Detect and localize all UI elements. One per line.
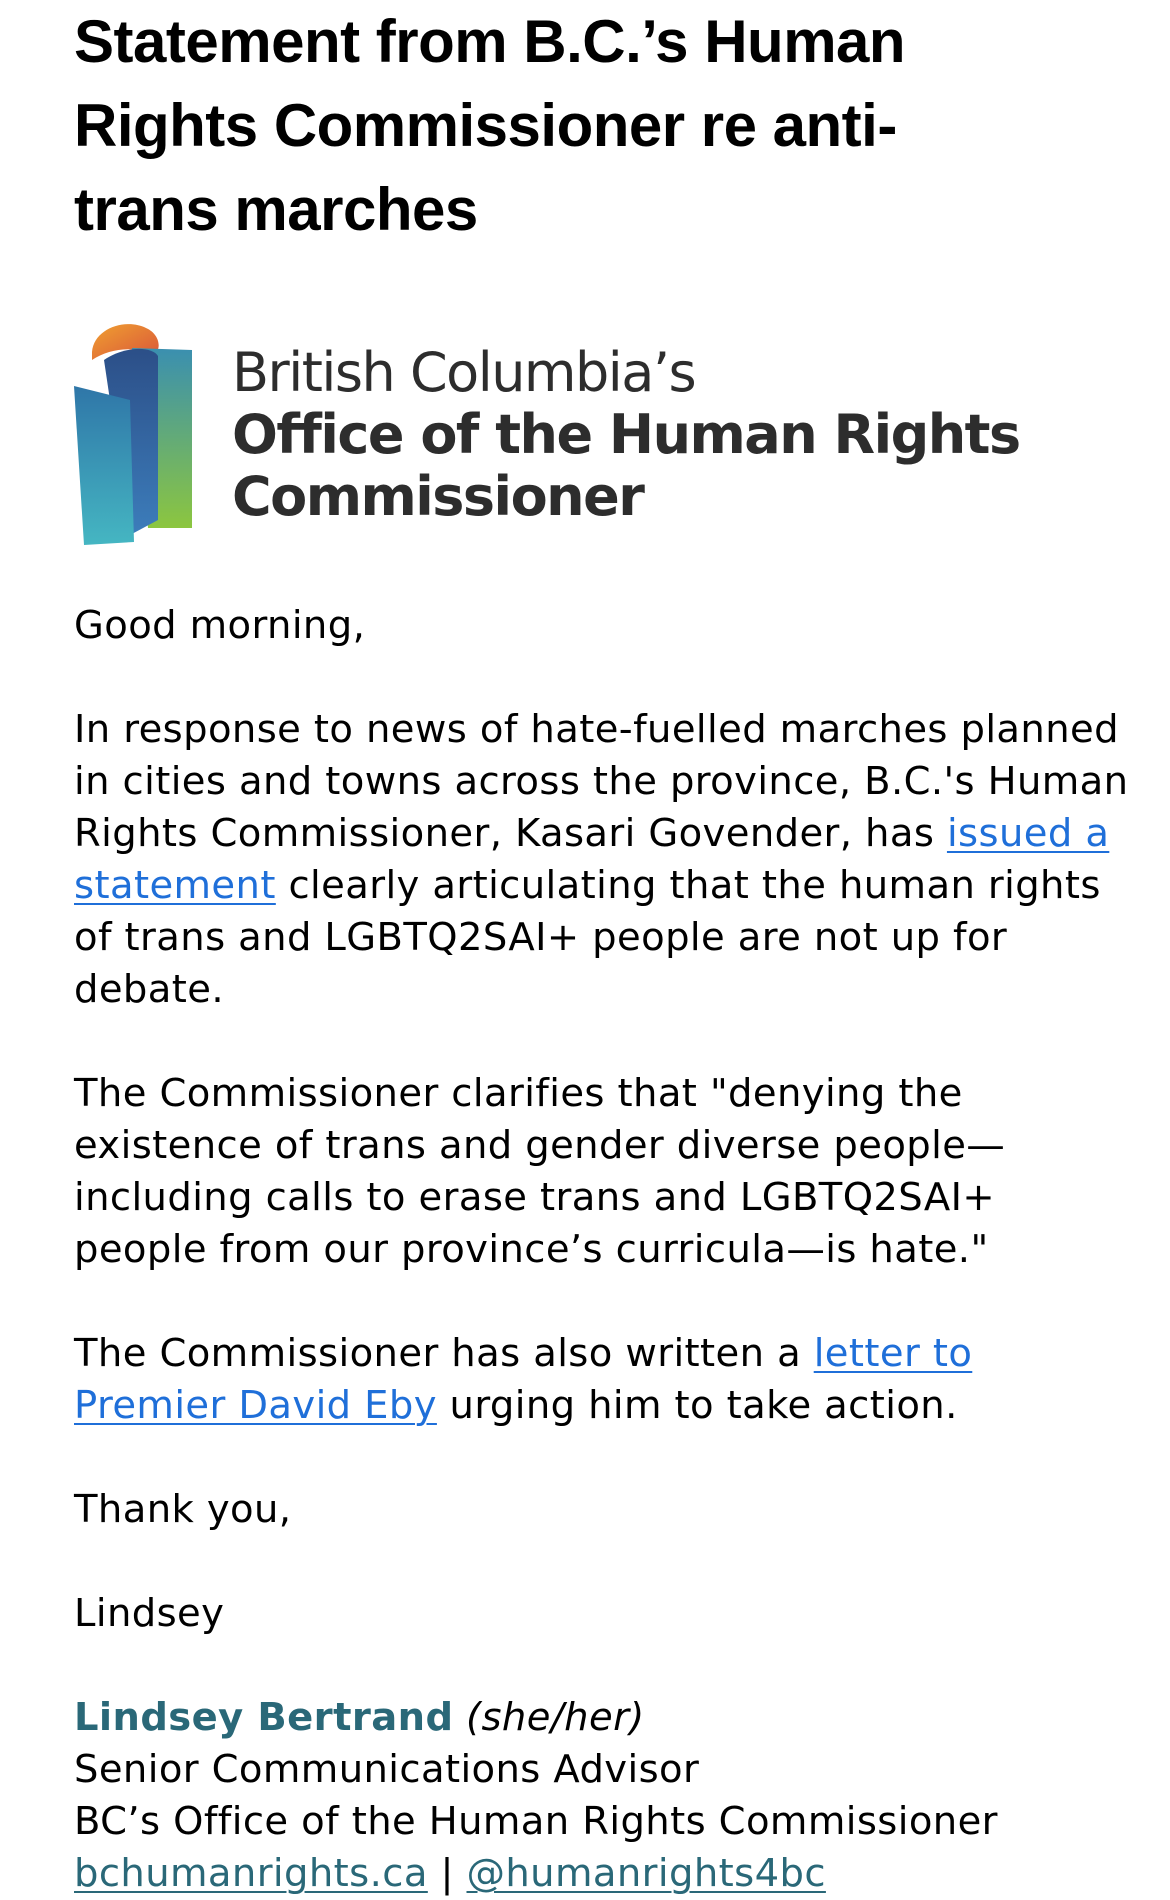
email-message	[74, 600, 1134, 1900]
signature-pronouns: (she/her)	[466, 1695, 645, 1740]
letter-to-premier-link[interactable]: letter to Premier David Eby	[74, 1331, 973, 1428]
paragraph-letter	[74, 1328, 1134, 1432]
sender-first-name: Lindsey	[74, 1591, 225, 1636]
closing: Thank you,	[74, 1487, 292, 1532]
paragraph-statement-text-before: In response to news of hate-fuelled marches planned in cities and towns across the province, B.C.'s Human Rights Commissioner, Kasari Govender, has	[74, 707, 1129, 856]
paragraph-statement	[74, 704, 1134, 1016]
logo-line-commissioner: Commissioner	[232, 465, 644, 528]
signature-org: BC’s Office of the Human Rights Commissioner	[74, 1799, 998, 1844]
issued-a-statement-link[interactable]: issued a statement	[74, 811, 1110, 908]
paragraph-letter-text-before: The Commissioner has also written a	[74, 1331, 814, 1376]
organization-logo	[74, 320, 1074, 550]
paragraph-letter-text-after: urging him to take action.	[436, 1383, 958, 1428]
paragraph-quote: The Commissioner clarifies that "denying the existence of trans and gender diverse people—including calls to erase trans and LGBTQ2SAI+ people from our province’s curricula—is hate."	[74, 1071, 1006, 1272]
logo-wordmark	[232, 342, 1020, 528]
social-handle-link[interactable]: @humanrights4bc	[466, 1851, 826, 1896]
email-body	[74, 0, 1134, 1896]
website-link[interactable]: bchumanrights.ca	[74, 1851, 428, 1896]
logo-line-office: Office of the Human Rights	[232, 403, 1020, 466]
signature-name-line	[74, 1692, 1134, 1744]
bc-human-rights-logo-icon	[74, 320, 194, 545]
paragraph-statement-text-after: clearly articulating that the human rights of trans and LGBTQ2SAI+ people are not up for debate.	[74, 863, 1101, 1012]
logo-line-british-columbia: British Columbia’s	[232, 341, 696, 404]
signature-links	[74, 1848, 1134, 1900]
link-separator: |	[440, 1851, 454, 1896]
signature-name: Lindsey Bertrand	[74, 1695, 454, 1740]
email-subject: Statement from B.C.’s Human Rights Commissioner re anti-trans marches	[74, 8, 906, 243]
signature-title: Senior Communications Advisor	[74, 1747, 700, 1792]
greeting: Good morning,	[74, 603, 366, 648]
email-signature	[74, 1692, 1134, 1900]
